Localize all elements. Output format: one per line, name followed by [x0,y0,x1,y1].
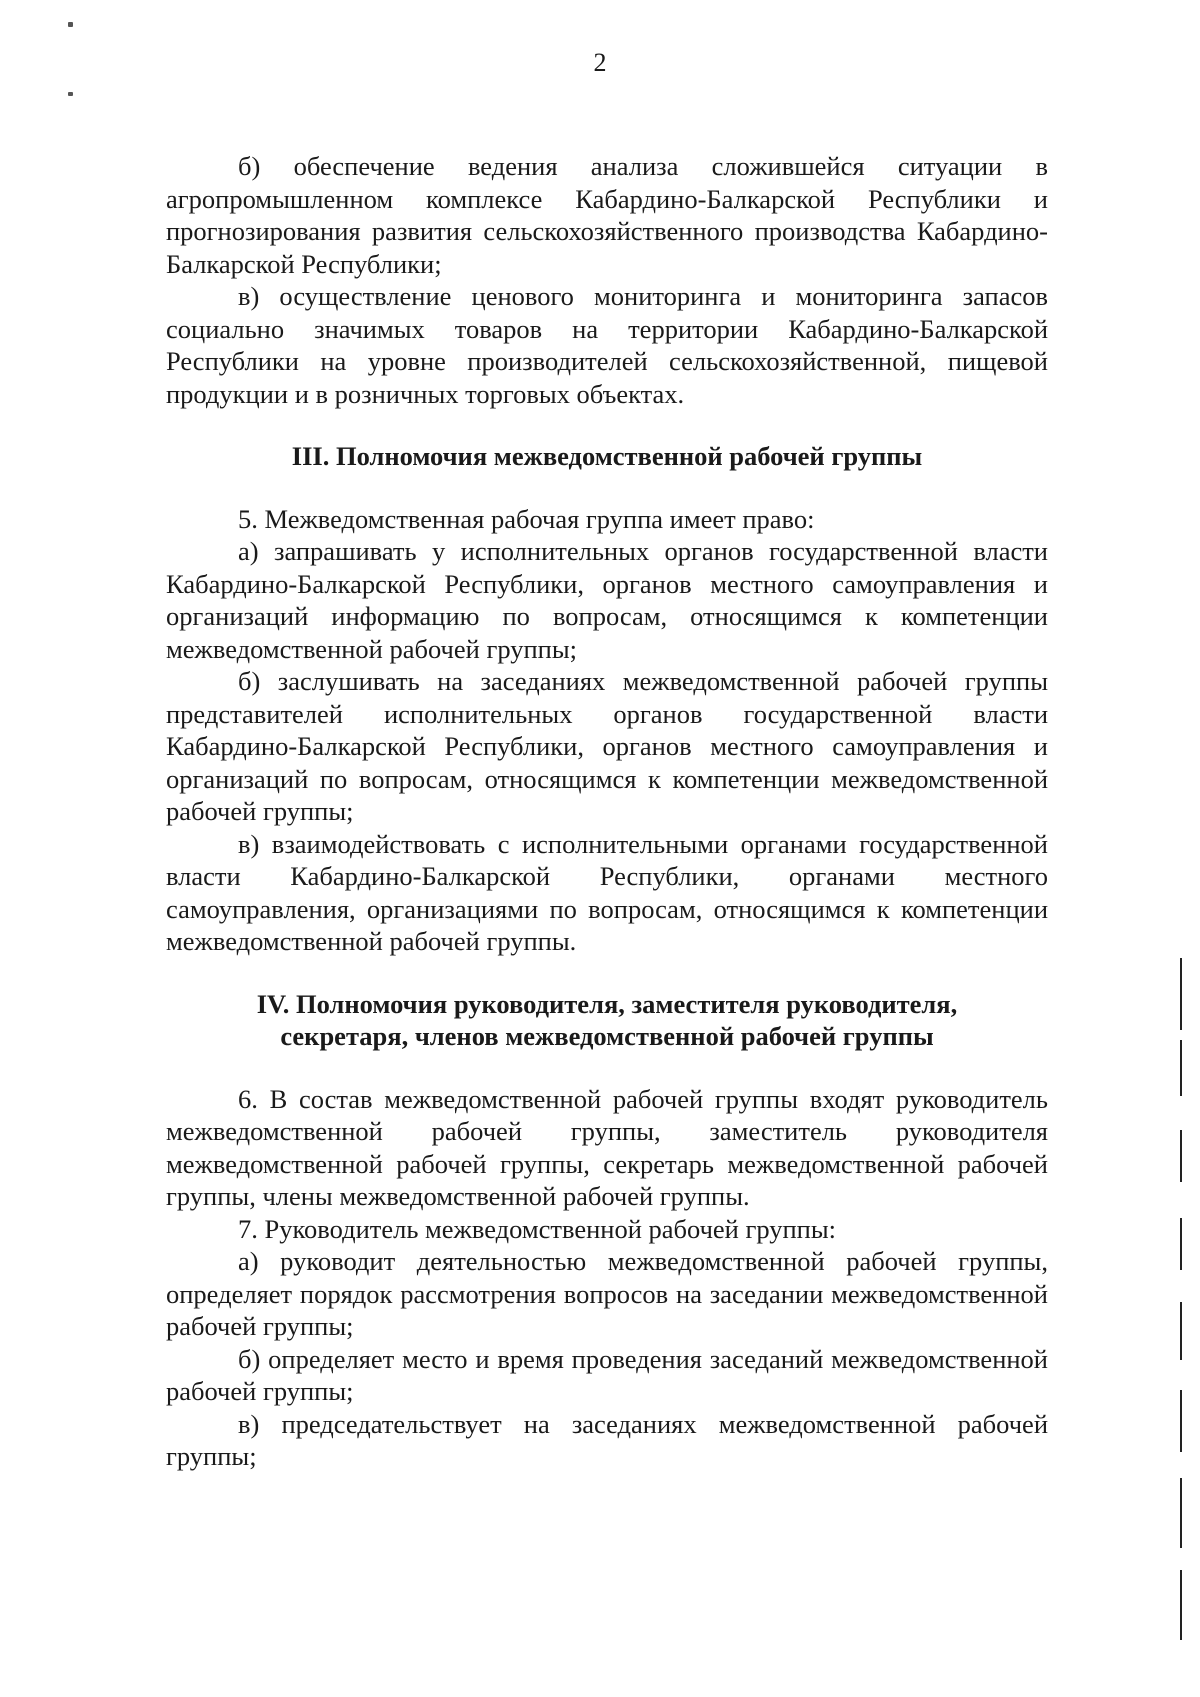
paragraph-7v: в) председательствует на заседаниях межведомственной рабочей группы; [166,1408,1048,1471]
scan-speck [68,92,73,96]
paragraph-5: 5. Межведомственная рабочая группа имеет право: [238,503,815,534]
scan-edge-mark [1180,1390,1182,1452]
scan-edge-mark [1180,958,1182,1030]
scan-edge-mark [1180,1130,1182,1182]
paragraph-5a: а) запрашивать у исполнительных органов государственной власти Кабардино-Балкарской Республики, органов местного самоуправления и организаций информацию по вопросам, относящимся к компетенции межведомственной рабочей группы; [166,536,1048,664]
scan-edge-mark [1180,1570,1182,1640]
section-heading-3: III. Полномочия межведомственной рабочей группы [291,441,923,471]
paragraph-7a: а) руководит деятельностью межведомственной рабочей группы, определяет порядок рассмотрения вопросов на заседании межведомственной рабочей группы; [166,1246,1048,1341]
paragraph-7b: б) определяет место и время проведения заседаний межведомственной рабочей группы; [166,1343,1048,1406]
scan-edge-mark [1180,1478,1182,1548]
paragraph-2v: в) осуществление ценового мониторинга и мониторинга запасов социально значимых товаров на территории Кабардино-Балкарской Республики на уровне производителей сельскохозяйственной, пищевой продукции и в розничных торговых объектах. [166,281,1048,409]
section-heading-4 [166,988,1048,1053]
paragraph-5v: в) взаимодействовать с исполнительными органами государственной власти Кабардино-Балкарской Республики, органами местного самоуправления, организациями по вопросам, относящимся к компетенции межведомственной рабочей группы. [166,828,1048,956]
paragraph-2b: б) обеспечение ведения анализа сложившейся ситуации в агропромышленном комплексе Кабардино-Балкарской Республики и прогнозирования развития сельскохозяйственного производства Кабардино-Балкарской Республики; [166,151,1048,279]
scan-edge-mark [1180,1218,1182,1270]
paragraph-7: 7. Руководитель межведомственной рабочей группы: [238,1213,837,1244]
section-heading-4-line1: IV. Полномочия руководителя, заместителя руководителя, [256,988,958,1019]
scan-speck [68,22,73,27]
scan-edge-mark [1180,1302,1182,1360]
section-heading-4-line2: секретаря, членов межведомственной рабочей группы [280,1021,934,1051]
scan-edge-mark [1180,1040,1182,1096]
page-number: 2 [593,48,607,77]
document-body [166,150,1048,1473]
paragraph-5b: б) заслушивать на заседаниях межведомственной рабочей группы представителей исполнительных органов государственной власти Кабардино-Балкарской Республики, органов местного самоуправления и организаций по вопросам, относящимся к компетенции межведомственной рабочей группы; [166,666,1048,826]
paragraph-6: 6. В состав межведомственной рабочей группы входят руководитель межведомственной рабочей группы, заместитель руководителя межведомственной рабочей группы, секретарь межведомственной рабочей группы, члены межведомственной рабочей группы. [166,1083,1048,1211]
